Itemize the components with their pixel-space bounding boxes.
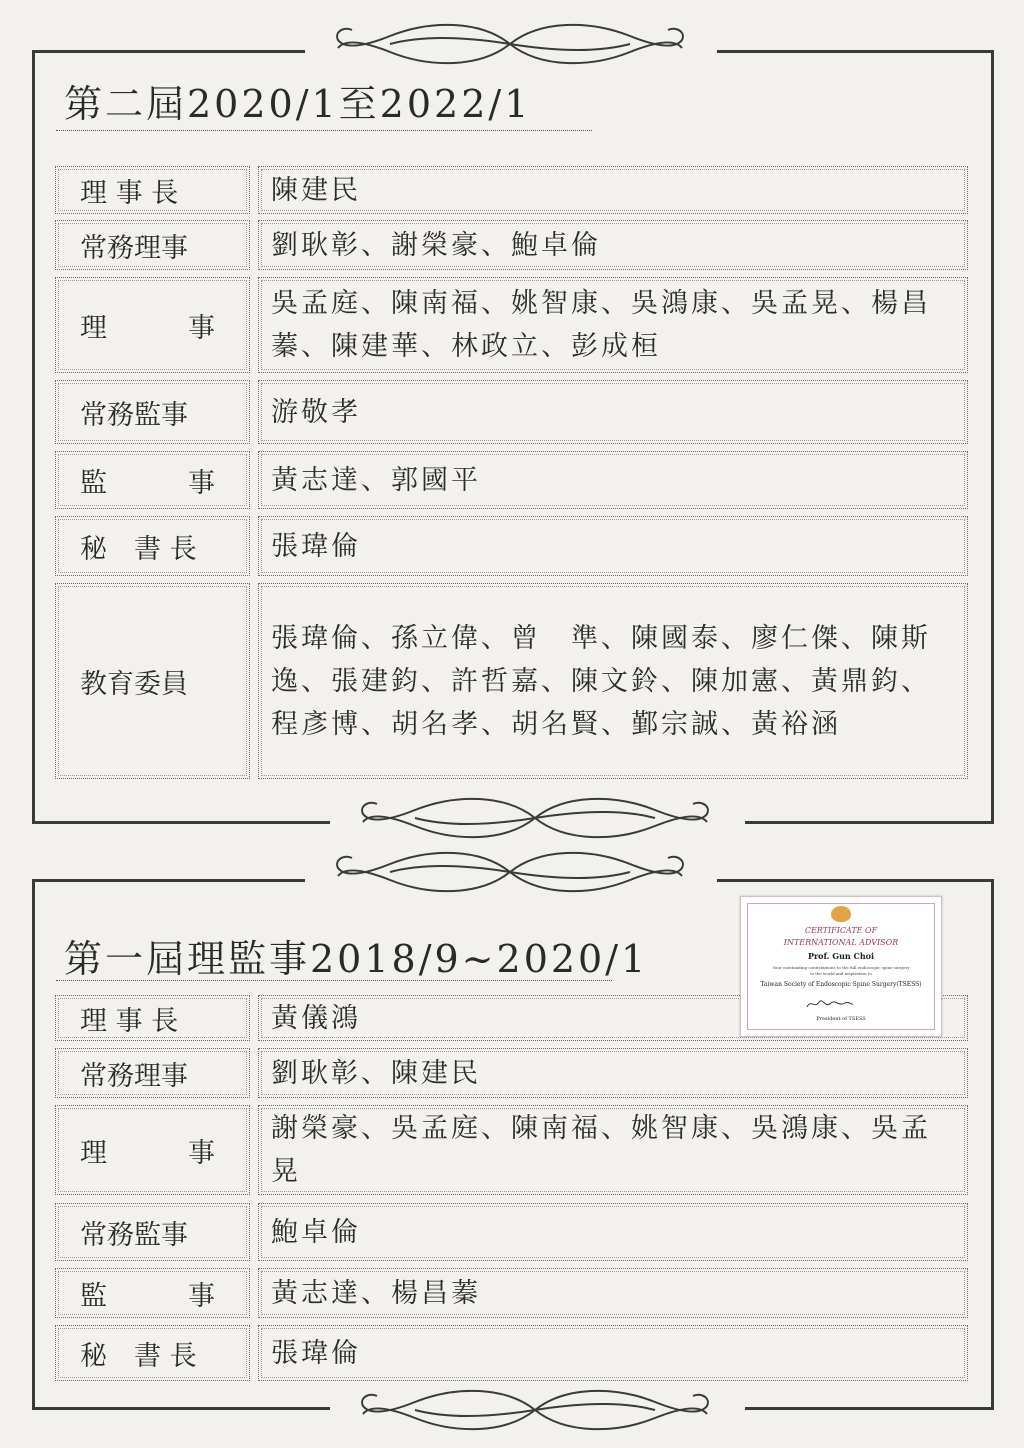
flourish-ornament-icon — [355, 792, 715, 844]
row-value: 張瑋倫、孫立偉、曾 準、陳國泰、廖仁傑、陳斯逸、張建鈞、許哲嘉、陳文鈴、陳加憲、黃鼎鈞、程彥博、胡名孝、胡名賢、鄞宗誠、黃裕涵 — [258, 583, 968, 779]
row-value: 吳孟庭、陳南福、姚智康、吳鴻康、吳孟晃、楊昌蓁、陳建華、林政立、彭成桓 — [258, 277, 968, 373]
certificate-signer-role: President of TSESS — [816, 1016, 866, 1022]
title-divider — [56, 130, 592, 131]
table-row — [55, 277, 968, 373]
section-title-2nd-term: 第二屆2020/1至2022/1 — [64, 82, 532, 126]
title-divider — [56, 980, 612, 981]
section-title-1st-term: 第一屆理監事2018/9~2020/1 — [64, 937, 649, 981]
row-label: 理 事 — [55, 1105, 250, 1195]
row-value: 劉耿彰、謝榮豪、鮑卓倫 — [258, 220, 968, 270]
certificate-heading: CERTIFICATE OF — [804, 926, 878, 935]
certificate-image — [740, 896, 942, 1037]
row-label: 教育委員 — [55, 583, 250, 779]
row-label: 理 事 — [55, 277, 250, 373]
society-seal-icon — [831, 906, 851, 922]
table-row — [55, 1268, 968, 1318]
row-value: 張瑋倫 — [258, 1325, 968, 1381]
row-value: 鮑卓倫 — [258, 1203, 968, 1261]
row-label: 監 事 — [55, 1268, 250, 1318]
flourish-ornament-icon — [355, 1384, 715, 1436]
certificate-text: Your outstanding contributions to the full endoscopic spine surgery — [772, 965, 910, 970]
row-value: 陳建民 — [258, 166, 968, 214]
signature-icon — [805, 997, 855, 1011]
row-label: 理 事 長 — [55, 995, 250, 1041]
table-row — [55, 166, 968, 214]
table-row — [55, 1325, 968, 1381]
row-label: 常務監事 — [55, 1203, 250, 1261]
certificate-society: Taiwan Society of Endoscopic Spine Surgery(TSESS) — [760, 981, 922, 988]
certificate-text: in the world and inspiration to — [810, 971, 872, 976]
table-row — [55, 1048, 968, 1098]
table-row — [55, 220, 968, 270]
row-value: 黃儀鴻 — [258, 995, 968, 1041]
row-label: 秘 書 長 — [55, 1325, 250, 1381]
row-label: 常務監事 — [55, 380, 250, 444]
row-value: 劉耿彰、陳建民 — [258, 1048, 968, 1098]
row-value: 黃志達、郭國平 — [258, 451, 968, 509]
certificate-recipient: Prof. Gun Choi — [807, 951, 875, 961]
row-value: 張瑋倫 — [258, 516, 968, 576]
row-label: 常務理事 — [55, 220, 250, 270]
row-label: 理 事 長 — [55, 166, 250, 214]
row-label: 監 事 — [55, 451, 250, 509]
table-row — [55, 516, 968, 576]
table-row — [55, 1105, 968, 1195]
row-label: 秘 書 長 — [55, 516, 250, 576]
flourish-ornament-icon — [330, 18, 690, 70]
row-label: 常務理事 — [55, 1048, 250, 1098]
table-row — [55, 583, 968, 779]
table-row — [55, 1203, 968, 1261]
row-value: 黃志達、楊昌蓁 — [258, 1268, 968, 1318]
flourish-ornament-icon — [330, 846, 690, 898]
row-value: 謝榮豪、吳孟庭、陳南福、姚智康、吳鴻康、吳孟晃 — [258, 1105, 968, 1195]
table-row — [55, 451, 968, 509]
row-value: 游敬孝 — [258, 380, 968, 444]
certificate-subheading: INTERNATIONAL ADVISOR — [783, 938, 899, 947]
table-row — [55, 380, 968, 444]
